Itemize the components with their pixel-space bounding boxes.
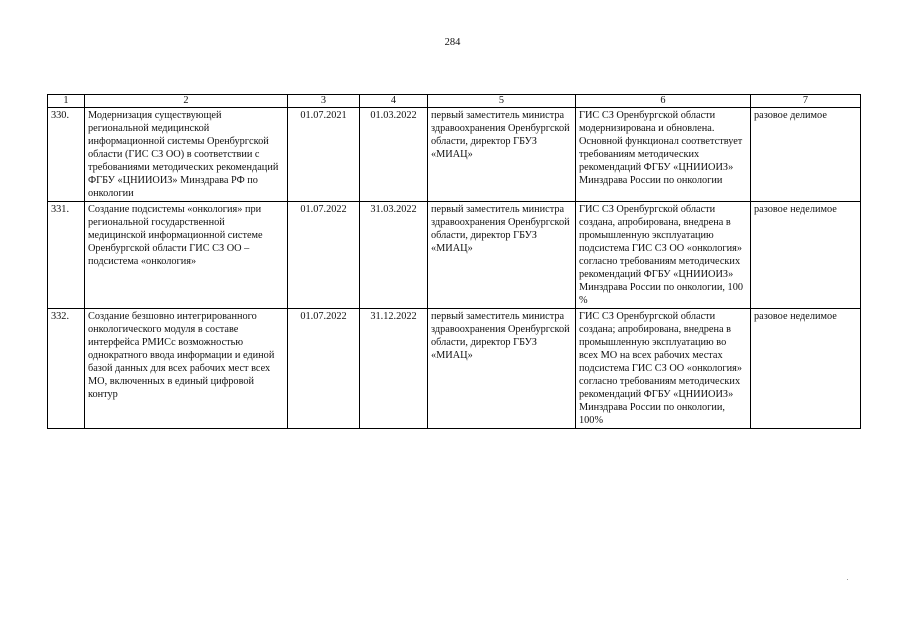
scan-speck [847,579,848,580]
responsible: первый заместитель министра здравоохранения Оренбургской области, директор ГБУЗ «МИАЦ» [428,309,576,429]
header-row [48,95,861,108]
row-number: 330. [48,108,85,202]
measure-name: Создание безшовно интегрированного онкологического модуля в составе интерфейса РМИСс возможностью однократного ввода информации и единой базой данных для всех рабочих мест всех МО, включенных в единый цифровой контур [85,309,288,429]
column-header: 2 [85,95,288,108]
row-number: 331. [48,202,85,309]
measure-type: разовое делимое [751,108,861,202]
result: ГИС СЗ Оренбургской области модернизирована и обновлена. Основной функционал соответствует требованиям методических рекомендаций ФГБУ «ЦНИИОИЗ» Минздрава России по онкологии [576,108,751,202]
start-date: 01.07.2022 [288,309,360,429]
start-date: 01.07.2021 [288,108,360,202]
table-row [48,202,861,309]
column-header: 3 [288,95,360,108]
responsible: первый заместитель министра здравоохранения Оренбургской области, директор ГБУЗ «МИАЦ» [428,202,576,309]
table-row [48,309,861,429]
start-date: 01.07.2022 [288,202,360,309]
column-header: 1 [48,95,85,108]
result: ГИС СЗ Оренбургской области создана; апробирована, внедрена в промышленную эксплуатацию во всех МО на всех рабочих местах подсистема ГИС СЗ ОО «онкология» согласно требованиям методических рекомендаций ФГБУ «ЦНИИОИЗ» Минздрава России по онкологии, 100% [576,309,751,429]
measures-table [47,94,861,429]
column-header: 5 [428,95,576,108]
measure-type: разовое неделимое [751,309,861,429]
end-date: 31.12.2022 [360,309,428,429]
end-date: 31.03.2022 [360,202,428,309]
end-date: 01.03.2022 [360,108,428,202]
result: ГИС СЗ Оренбургской области создана, апробирована, внедрена в промышленную эксплуатацию подсистема ГИС СЗ ОО «онкология» согласно требованиям методических рекомендаций ФГБУ «ЦНИИОИЗ» Минздрава России по онкологии, 100 % [576,202,751,309]
measure-name: Создание подсистемы «онкология» при региональной государственной медицинской информационной системе Оренбургской области ГИС СЗ ОО – подсистема «онкология» [85,202,288,309]
row-number: 332. [48,309,85,429]
responsible: первый заместитель министра здравоохранения Оренбургской области, директор ГБУЗ «МИАЦ» [428,108,576,202]
measure-name: Модернизация существующей региональной медицинской информационной системы Оренбургской области (ГИС СЗ ОО) в соответствии с требованиями методических рекомендаций ФГБУ «ЦНИИОИЗ» Минздрава РФ по онкологии [85,108,288,202]
column-header: 7 [751,95,861,108]
page-number: 284 [444,37,461,48]
table-row [48,108,861,202]
column-header: 4 [360,95,428,108]
measure-type: разовое неделимое [751,202,861,309]
column-header: 6 [576,95,751,108]
